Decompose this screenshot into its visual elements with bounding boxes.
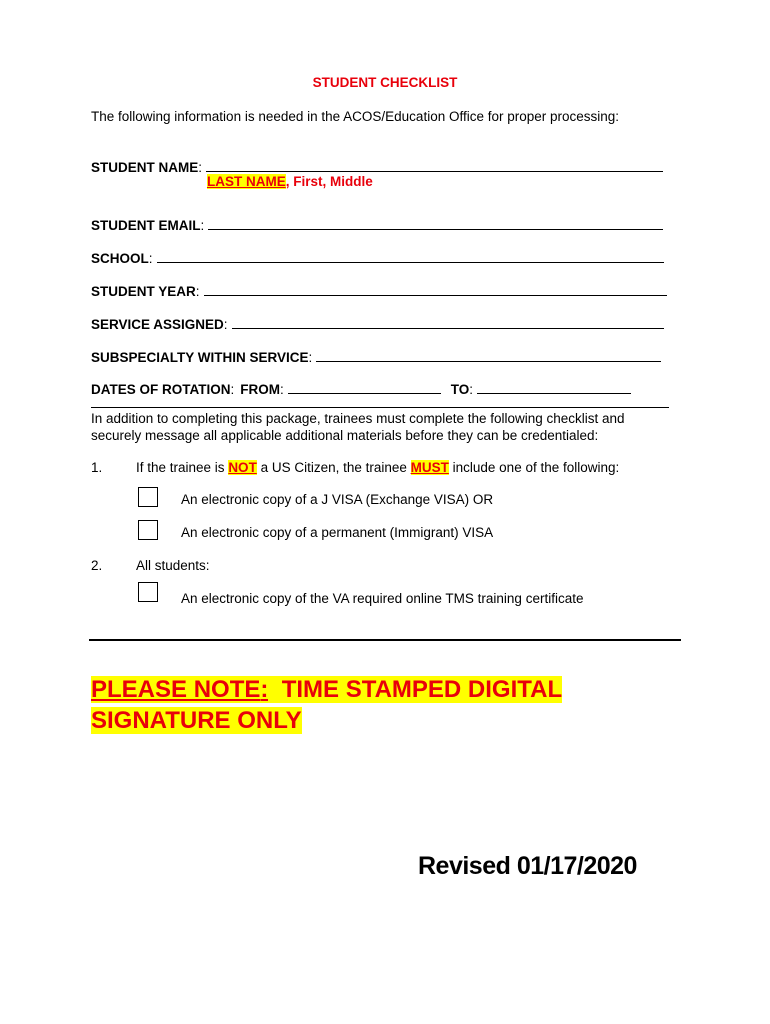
to-label: TO — [450, 382, 470, 397]
service-assigned-line[interactable] — [232, 327, 664, 329]
item-1-text — [136, 460, 619, 475]
dates-of-rotation-field — [91, 377, 631, 397]
first-middle-hint: , First, Middle — [285, 174, 373, 189]
revised-date: Revised 01/17/2020 — [418, 852, 637, 880]
immigrant-visa-checkbox[interactable] — [138, 520, 158, 540]
please-note-banner — [91, 674, 562, 736]
tms-certificate-option: An electronic copy of the VA required online TMS training certificate — [181, 591, 584, 606]
student-name-field[interactable] — [91, 155, 663, 175]
please-note-prefix: PLEASE NOTE — [91, 676, 261, 703]
please-note-colon: : — [260, 676, 269, 703]
from-colon: : — [280, 382, 284, 397]
subspecialty-colon: : — [308, 350, 313, 365]
item-1-post: include one of the following: — [448, 460, 620, 475]
from-date-line[interactable] — [288, 392, 441, 394]
item-1-pre: If the trainee is — [136, 460, 229, 475]
tms-certificate-checkbox[interactable] — [138, 582, 158, 602]
dates-colon: : — [230, 382, 235, 397]
student-email-line[interactable] — [208, 228, 663, 230]
subspecialty-line[interactable] — [316, 360, 661, 362]
document-title: STUDENT CHECKLIST — [312, 75, 458, 90]
must-emphasis: MUST — [410, 460, 449, 475]
section-divider — [91, 407, 669, 408]
service-assigned-label: SERVICE ASSIGNED — [91, 317, 224, 332]
school-label: SCHOOL — [91, 251, 149, 266]
immigrant-visa-option: An electronic copy of a permanent (Immigrant) VISA — [181, 525, 494, 540]
service-assigned-field[interactable] — [91, 312, 664, 332]
student-year-colon: : — [195, 284, 200, 299]
note-line-2: SIGNATURE ONLY — [91, 707, 302, 734]
school-line[interactable] — [157, 261, 664, 263]
student-year-label: STUDENT YEAR — [91, 284, 196, 299]
student-name-hint — [207, 174, 373, 189]
dates-label: DATES OF ROTATION — [91, 382, 231, 397]
student-email-field[interactable] — [91, 213, 663, 233]
intro-text: The following information is needed in the ACOS/Education Office for proper processing: — [91, 109, 620, 124]
to-colon: : — [469, 382, 474, 397]
item-2-text: All students: — [136, 558, 210, 573]
service-assigned-colon: : — [223, 317, 228, 332]
from-label: FROM — [240, 382, 281, 397]
item-2-number: 2. — [91, 558, 103, 573]
thick-divider — [89, 639, 681, 641]
student-email-label: STUDENT EMAIL — [91, 218, 201, 233]
item-1-mid: a US Citizen, the trainee — [256, 460, 411, 475]
student-name-colon: : — [198, 160, 203, 175]
student-name-line[interactable] — [206, 170, 663, 172]
instructions-paragraph: In addition to completing this package, trainees must complete the following checklist and securely message all applicable additional materials before they can be credentialed: — [91, 411, 625, 443]
item-1-number: 1. — [91, 460, 103, 475]
student-name-label: STUDENT NAME — [91, 160, 199, 175]
subspecialty-label: SUBSPECIALTY WITHIN SERVICE — [91, 350, 309, 365]
student-email-colon: : — [200, 218, 205, 233]
school-colon: : — [148, 251, 153, 266]
last-name-hint: LAST NAME — [207, 174, 286, 189]
j-visa-checkbox[interactable] — [138, 487, 158, 507]
j-visa-option: An electronic copy of a J VISA (Exchange VISA) OR — [181, 492, 494, 507]
school-field[interactable] — [91, 246, 664, 266]
note-spacer — [268, 676, 281, 703]
subspecialty-field[interactable] — [91, 345, 661, 365]
student-year-field[interactable] — [91, 279, 667, 299]
to-date-line[interactable] — [477, 392, 631, 394]
not-emphasis: NOT — [228, 460, 257, 475]
note-line-1: TIME STAMPED DIGITAL — [281, 676, 563, 703]
student-year-line[interactable] — [204, 294, 667, 296]
